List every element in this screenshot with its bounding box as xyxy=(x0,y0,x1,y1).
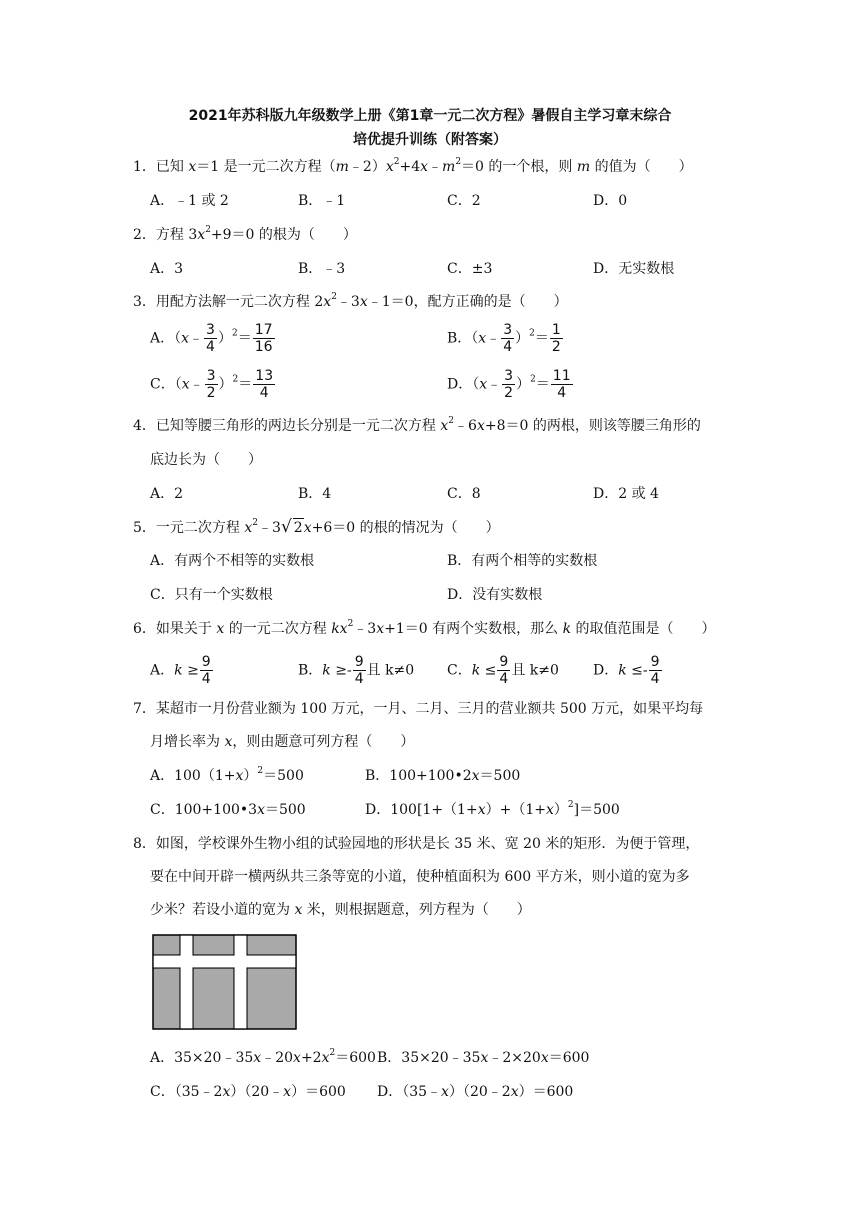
question-6-stem: 6．如果关于 x 的一元二次方程 $kx^2﹣3x+1=0$ 有两个实数根，那么 k 的取值范围是（ ） xyxy=(133,619,716,637)
q3-option-d: D．（x﹣ $\frac{3}{2}$ ）$^2$＝ $\frac{11}{4}$ xyxy=(447,368,571,401)
q2-option-c: C．±3 xyxy=(447,261,493,277)
question-2-stem: 2．方程 $3x^2+9=0$ 的根为（ ） xyxy=(133,225,357,243)
q-number: 5． xyxy=(133,520,156,536)
q4-option-c: C．8 xyxy=(447,486,481,502)
q6-option-c: C．k ≤ $\frac{9}{4}$ 且 k≠0 xyxy=(447,654,559,687)
q2-option-b: B．﹣3 xyxy=(298,261,346,277)
q4-option-d: D．2 或 4 xyxy=(593,486,659,502)
q4-option-b: B．4 xyxy=(298,486,332,502)
q1-option-b: B．﹣1 xyxy=(298,193,346,209)
q3-option-b: B．（x﹣ $\frac{3}{4}$ ）$^2$＝ $\frac{1}{2}$ xyxy=(447,322,561,355)
question-4-stem-line2: 底边长为（ ） xyxy=(150,452,262,468)
q2-option-d: D．无实数根 xyxy=(593,261,675,277)
q-number: 4． xyxy=(133,418,156,434)
question-8-stem-line1: 8．如图，学校课外生物小组的试验园地的形状是长 35 米、宽 20 米的矩形．为便于管理， xyxy=(133,836,700,852)
q6-option-b: B．k ≥- $\frac{9}{4}$ 且 k≠0 xyxy=(298,654,415,687)
q5-option-b: B．有两个相等的实数根 xyxy=(447,553,598,569)
garden-plot-rect xyxy=(153,935,296,1029)
question-8-stem-line3: 少米？若设小道的宽为 x 米，则根据题意，列方程为（ ） xyxy=(150,902,531,918)
q5-option-c: C．只有一个实数根 xyxy=(150,587,273,603)
q8-option-a: A．$35\times 20﹣35x﹣20x+2x^2=600$ xyxy=(150,1048,376,1066)
q7-option-a: A．$100(1+x)^2=500$ xyxy=(150,766,304,784)
question-4-stem-line1: 4．已知等腰三角形的两边长分别是一元二次方程 $x^2﹣6x+8=0$ 的两根，则该等腰三角形的 xyxy=(133,416,701,434)
q-number: 6． xyxy=(133,621,156,637)
q-number: 1． xyxy=(133,159,156,175)
q5-option-a: A．有两个不相等的实数根 xyxy=(150,553,315,569)
q8-option-c: C．（35﹣2x）（20﹣x）＝600 xyxy=(150,1084,346,1100)
q-number: 2． xyxy=(133,227,156,243)
q1-option-d: D．0 xyxy=(593,193,628,209)
q1-option-c: C．2 xyxy=(447,193,481,209)
q5-option-d: D．没有实数根 xyxy=(447,587,543,603)
question-3-stem: 3．用配方法解一元二次方程 $2x^2﹣3x﹣1=0$，配方正确的是（ ） xyxy=(133,292,568,310)
question-7-stem-line2: 月增长率为 x，则由题意可列方程（ ） xyxy=(150,734,415,750)
q6-option-a: A．k ≥ $\frac{9}{4}$ xyxy=(150,654,211,687)
question-1-stem: 1．已知 x＝1 是一元二次方程$(m﹣2)x^2+4x﹣m^2=0$ 的一个根，则 m 的值为（ ） xyxy=(133,157,693,175)
garden-plot-figure xyxy=(152,934,298,1032)
q1-option-a: A．﹣1 或 2 xyxy=(150,193,229,209)
question-7-stem-line1: 7．某超市一月份营业额为 100 万元，一月、二月、三月的营业额共 500 万元，如果平均每 xyxy=(133,701,704,717)
q7-option-c: C．100+100•3x＝500 xyxy=(150,802,306,818)
q-number: 7． xyxy=(133,701,156,717)
question-5-stem: 5．一元二次方程 $x^2﹣3√$ 2x+6＝0 的根的情况为（ ） xyxy=(133,517,500,537)
q6-option-d: D．k ≤- $\frac{9}{4}$ xyxy=(593,654,660,687)
q-number: 8． xyxy=(133,836,156,852)
q3-option-a: A．（x﹣ $\frac{3}{4}$ ）$^2$＝ $\frac{17}{16}$ xyxy=(150,322,273,355)
q4-option-a: A．2 xyxy=(150,486,184,502)
doc-title-line2: 培优提升训练（附答案） xyxy=(353,132,507,148)
q-number: 3． xyxy=(133,294,156,310)
q7-option-b: B．100+100•2x＝500 xyxy=(365,768,521,784)
q2-option-a: A．3 xyxy=(150,261,184,277)
q3-option-c: C．（x﹣ $\frac{3}{2}$ ）$^2$＝ $\frac{13}{4}$ xyxy=(150,368,274,401)
q8-option-d: D．（35﹣x）（20﹣2x）＝600 xyxy=(377,1084,574,1100)
q7-option-d: D．$100[1+(1+x)+(1+x)^2]=500$ xyxy=(365,800,620,818)
doc-title-line1: 2021年苏科版九年级数学上册《第1章一元二次方程》暑假自主学习章末综合 xyxy=(188,108,672,124)
q8-option-b: B．35×20﹣35x﹣2×20x＝600 xyxy=(377,1050,590,1066)
question-8-stem-line2: 要在中间开辟一横两纵共三条等宽的小道，使种植面积为 600 平方米，则小道的宽为多 xyxy=(150,869,690,885)
sqrt-sign: √ xyxy=(280,517,292,537)
